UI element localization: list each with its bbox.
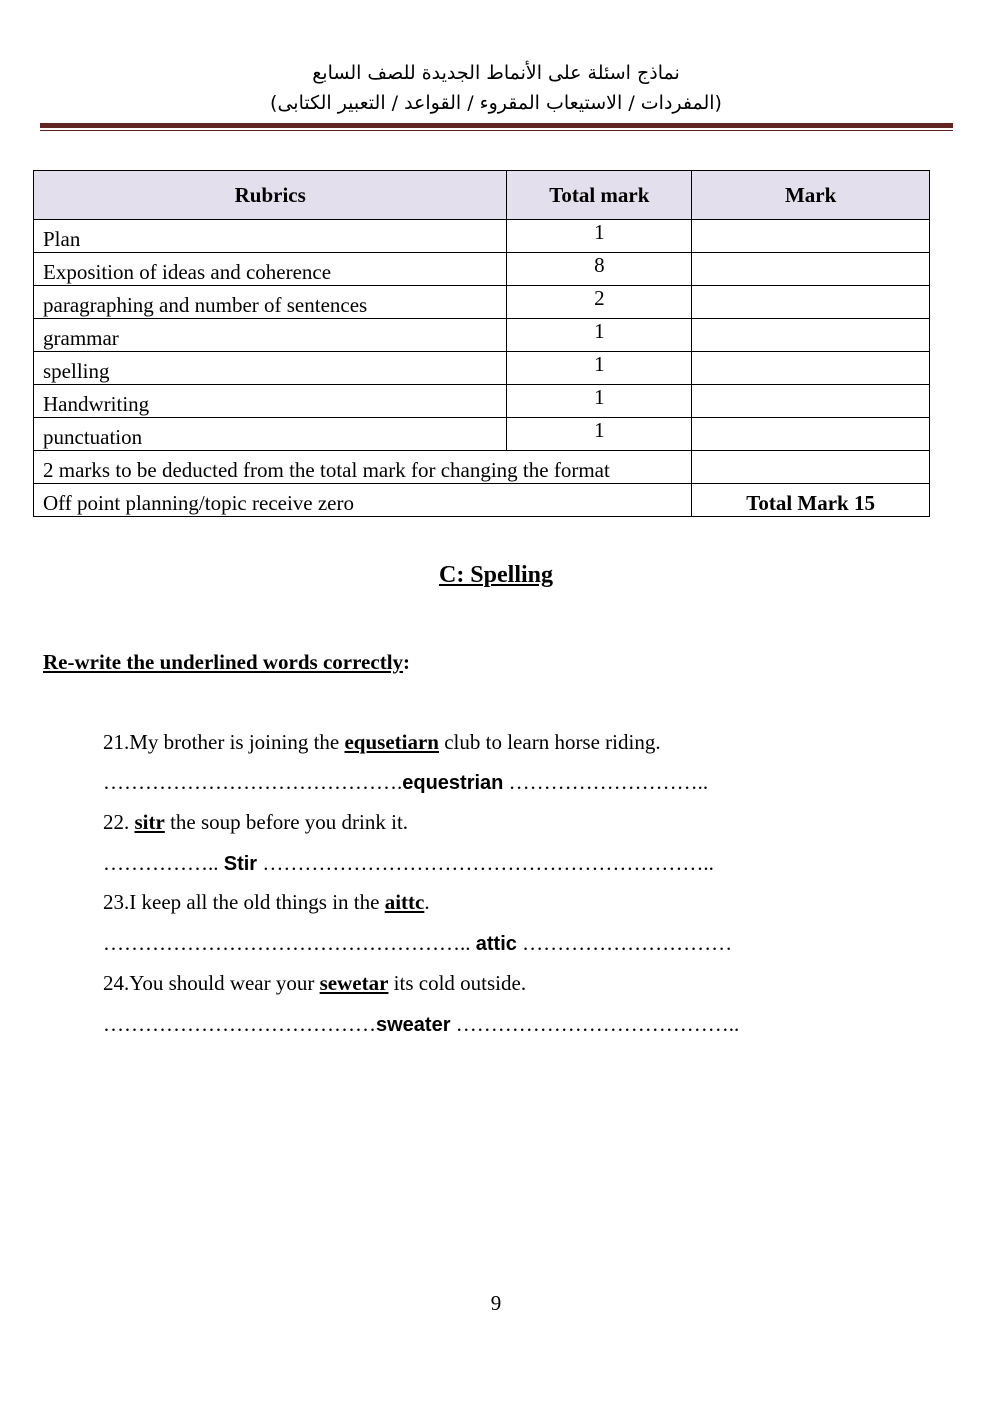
mark-cell (692, 385, 930, 418)
question-number: 21. (103, 730, 130, 754)
dots: …………….. (103, 851, 224, 875)
mark-cell (692, 286, 930, 319)
table-row (34, 286, 930, 319)
table-row (34, 385, 930, 418)
rubric-table (33, 170, 930, 517)
header-total-mark: Total mark (507, 171, 692, 220)
answer-line-22 (103, 851, 714, 876)
rubric-cell: Exposition of ideas and coherence (34, 253, 507, 286)
question-text-before: My brother is joining the (129, 730, 345, 754)
answer-word: Stir (223, 853, 258, 875)
table-row (34, 418, 930, 451)
rubric-cell: grammar (34, 319, 507, 352)
instruction (43, 650, 410, 675)
table-row (34, 220, 930, 253)
page-number: 9 (490, 1291, 502, 1315)
answer-word: equestrian (402, 772, 504, 794)
table-row (34, 484, 930, 517)
header-title: نماذج اسئلة على الأنماط الجديدة للصف السابع (312, 62, 680, 84)
table-row (34, 253, 930, 286)
table-header-row (34, 171, 930, 220)
mark-cell (692, 418, 930, 451)
misspelled-word: aittc (384, 890, 425, 914)
rubric-cell: Plan (34, 220, 507, 253)
mark-cell (692, 319, 930, 352)
question-text-after: the soup before you drink it. (164, 810, 409, 834)
dots: ………………………………… (103, 1012, 376, 1036)
question-24 (103, 971, 526, 996)
mark-cell (692, 451, 930, 484)
header-rubrics: Rubrics (34, 171, 507, 220)
table-row (34, 451, 930, 484)
table-row (34, 352, 930, 385)
header-mark: Mark (692, 171, 930, 220)
dots: ……………………………………. (103, 770, 403, 794)
header-rule-thin (40, 130, 953, 131)
format-note: 2 marks to be deducted from the total mark for changing the format (34, 451, 692, 484)
answer-line-24 (103, 1012, 739, 1037)
header-rule (40, 123, 953, 128)
dots: ……………………………………………………….. (257, 851, 714, 875)
rubric-cell: spelling (34, 352, 507, 385)
answer-line-23 (103, 931, 732, 956)
question-22 (103, 810, 408, 835)
rubric-cell: punctuation (34, 418, 507, 451)
question-21 (103, 730, 661, 755)
total-mark-cell: 1 (507, 220, 692, 253)
question-text-after: . (424, 890, 430, 914)
header-subtitle: (المفردات / الاستيعاب المقروء / القواعد / التعبير الكتابى) (270, 92, 722, 114)
total-mark-label: Total Mark 15 (692, 484, 930, 517)
mark-cell (692, 220, 930, 253)
total-mark-cell: 1 (507, 319, 692, 352)
total-mark-cell: 1 (507, 418, 692, 451)
section-title: C: Spelling (438, 562, 554, 588)
answer-word: attic (475, 933, 517, 955)
question-text-before: You should wear your (129, 971, 320, 995)
dots: ………………………… (516, 931, 733, 955)
misspelled-word: equsetiarn (344, 730, 439, 754)
question-text-after: its cold outside. (388, 971, 527, 995)
dots: …………………………………………….. (103, 931, 476, 955)
question-23 (103, 890, 430, 915)
question-text-before: I keep all the old things in the (129, 890, 385, 914)
question-number: 24. (103, 971, 130, 995)
mark-cell (692, 352, 930, 385)
off-point-note: Off point planning/topic receive zero (34, 484, 692, 517)
rubric-cell: paragraphing and number of sentences (34, 286, 507, 319)
question-text-after: club to learn horse riding. (438, 730, 661, 754)
question-number: 23. (103, 890, 130, 914)
answer-line-21 (103, 770, 708, 795)
mark-cell (692, 253, 930, 286)
misspelled-word: sitr (134, 810, 165, 834)
rubric-cell: Handwriting (34, 385, 507, 418)
question-number: 22. (103, 810, 135, 834)
instruction-text: Re-write the underlined words correctly (43, 650, 404, 674)
dots: ………………………………….. (450, 1012, 740, 1036)
total-mark-cell: 2 (507, 286, 692, 319)
total-mark-cell: 1 (507, 385, 692, 418)
dots: ……………………….. (503, 770, 709, 794)
instruction-colon: : (403, 650, 411, 674)
total-mark-cell: 8 (507, 253, 692, 286)
answer-word: sweater (376, 1014, 451, 1036)
total-mark-cell: 1 (507, 352, 692, 385)
table-row (34, 319, 930, 352)
misspelled-word: sewetar (319, 971, 389, 995)
